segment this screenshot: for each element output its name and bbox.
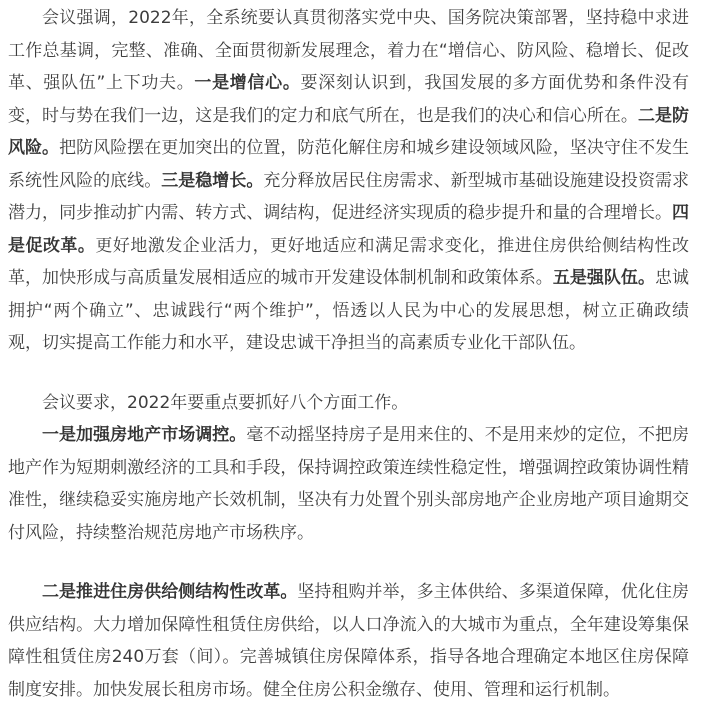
text-segment: 把防风险摆在更加突出的位置，防范化解住房和城乡建设领域风险，坚决守住不发生系统性风险的底线。: [8, 138, 689, 191]
paragraph: [8, 576, 689, 706]
text-segment: 更好地激发企业活力，更好地适应和满足需求变化，推进住房供给侧结构性改革，加快形成与高质量发展相适应的城市开发建设体制机制和政策体系。: [8, 235, 690, 288]
bold-phrase: 一是加强房地产市场调控。: [42, 425, 247, 445]
text-segment: 会议强调，2022年，全系统要认真贯彻落实党中央、国务院决策部署，坚持稳中求进工作总基调，完整、准确、全面贯彻新发展理念，着力在“增信心、防风险、稳增长、促改革、强队伍”上下功夫。: [8, 8, 689, 93]
bold-phrase: 一是增信心。: [194, 73, 301, 93]
bold-phrase: 二是推进住房供给侧结构性改革。: [42, 582, 298, 602]
text-segment: 忠诚拥护“两个确立”、忠诚践行“两个维护”，悟透以人民为中心的发展思想，树立正确政绩观，切实提高工作能力和水平，建设忠诚干净担当的高素质专业化干部队伍。: [8, 268, 690, 353]
bold-phrase: 二是防风险。: [8, 105, 690, 158]
text-segment: 要深刻认识到，我国发展的多方面优势和条件没有变，时与势在我们一边，这是我们的定力和底气所在，也是我们的决心和信心所在。: [8, 73, 690, 126]
text-segment: 充分释放居民住房需求、新型城市基础设施建设投资需求潜力，同步推动扩内需、转方式、调结构，促进经济实现质的稳步提升和量的合理增长。: [8, 170, 690, 223]
bold-phrase: 四是促改革。: [8, 203, 689, 256]
text-segment: 会议要求，2022年要重点要抓好八个方面工作。: [42, 392, 409, 413]
text-segment: 坚持租购并举，多主体供给、多渠道保障，优化住房供应结构。大力增加保障性租赁住房供给，以人口净流入的大城市为重点，全年建设筹集保障性租赁住房240万套（间）。完善城镇住房保障体系，指导各地合理确定本地区住房保障制度安排。加快发展长租房市场。健全住房公积金缴存、使用、管理和运行机制。: [8, 582, 689, 700]
bold-phrase: 五是强队伍。: [552, 268, 655, 288]
paragraph: [8, 2, 689, 360]
paragraph: [8, 419, 689, 549]
text-segment: 毫不动摇坚持房子是用来住的、不是用来炒的定位，不把房地产作为短期刺激经济的工具和手段，保持调控政策连续性稳定性，增强调控政策协调性精准性，继续稳妥实施房地产长效机制，坚决有力处置个别头部房地产企业房地产项目逾期交付风险，持续整治规范房地产市场秩序。: [8, 425, 690, 543]
paragraph: [8, 387, 689, 420]
bold-phrase: 三是稳增长。: [161, 170, 264, 191]
